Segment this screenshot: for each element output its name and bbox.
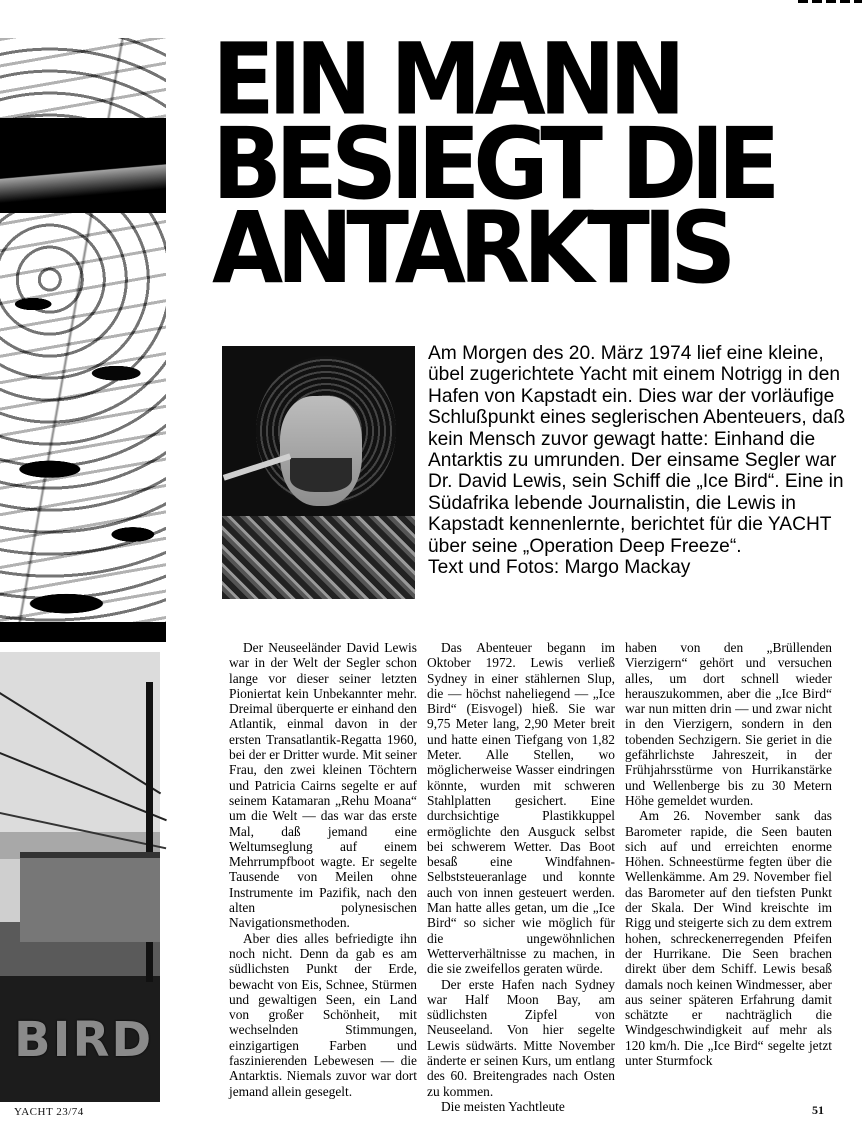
paragraph: Die meisten Yachtleute	[441, 1098, 565, 1114]
paragraph: haben von den „Brüllenden Vierzigern“ gehört und versuchen alles, um dort schnell wieder herauszukommen, aber die „Ice Bird“ war nun mitten drin — und zwar nicht in den Vierzigern, sondern in den tobenden Sechzigern. Sie geriet in die gefährlichste Jahreszeit, in der Frühjahrsstürme von Hurrikanstärke und Wellenberge bis zu 30 Metern Höhe gemeldet wurden.	[625, 640, 832, 808]
yacht-ice-bird-photo	[0, 652, 160, 1102]
antarctic-ice-photo	[0, 38, 166, 642]
photo-ice-floes	[0, 258, 166, 642]
photo-cabin	[20, 852, 160, 942]
body-column-2	[427, 640, 615, 1114]
photo-boat-name: BIRD	[14, 1012, 154, 1068]
headline-line: EIN MANN	[212, 21, 679, 138]
lead-paragraph	[428, 343, 858, 578]
paragraph: Der Neuseeländer David Lewis war in der Welt der Segler schon lange vor dieser seiner letzten Pioniertat kein Unbekannter mehr. Dreimal überquerte er einhand den Atlantik, einmal davon in der ersten Transatlantik-Regatta 1960, bei der er Dritter wurde. Mit seiner Frau, den zwei kleinen Töchtern und Patricia Cairns segelte er auf seinem Katamaran „Rehu Moana“ um die Welt — das war das erste Mal, daß jemand eine Weltumseglung auf einem Mehrrumpfboot wagte. Er segelte Tausende von Meilen ohne Instrumente im Pazifik, nach den alten polynesischen Navigationsmethoden.	[229, 640, 417, 931]
paragraph: Am 26. November sank das Barometer rapide, die Seen bauten sich auf und erreichten enorme Höhen. Schneestürme fegten über die Wellenkämme. Am 29. November fiel das Barometer auf den tiefsten Punkt der Skala. Der Wind kreischte im Rigg und steigerte sich zu dem extrem hohen, schreckenerregenden Pfeifen der Hurrikane. Die Seen brachen direkt über dem Schiff. Lewis besaß damals noch keinen Windmesser, aber aus seiner späteren Erfahrung damit schätzte er nachträglich die Windgeschwindigkeit auf mehr als 120 km/h. Die „Ice Bird“ segelte jetzt unter Sturmfock	[625, 808, 832, 1069]
byline-credit: Text und Fotos: Margo Mackay	[428, 557, 691, 579]
photo-rigging-line	[0, 692, 161, 794]
photo-rigging-line	[0, 752, 167, 821]
top-rule	[798, 0, 862, 3]
headline	[212, 21, 852, 306]
footer-issue: YACHT 23/74	[14, 1106, 84, 1118]
photo-bottom-edge	[0, 622, 166, 642]
paragraph: Aber dies alles befriedigte ihn noch nicht. Denn da gab es am südlichsten Punkt der Erde, bewacht von Eis, Schnee, Stürmen und gewaltigen Seen, ein Land von großer Schönheit, mit wechselnden Stimmungen, einzigartigen Farben und faszinierenden Lebewesen — die Antarktis. Niemals zuvor war dort jemand allein gesegelt.	[229, 930, 417, 1099]
body-column-1	[229, 640, 417, 1099]
paragraph: Der erste Hafen nach Sydney war Half Moon Bay, am südlichsten Zipfel von Neuseeland. Von hier segelte Lewis südwärts. Mitte November änderte er seinen Kurs, um entlang des 60. Breitengrades nach Osten zu kommen.	[427, 976, 615, 1099]
body-column-3	[625, 640, 832, 1068]
page-number: 51	[812, 1103, 824, 1117]
photo-rigging-line	[0, 812, 166, 849]
headline-line: BESIEGT DIE	[212, 106, 774, 222]
photo-horizon-band	[0, 118, 166, 213]
portrait-david-lewis-photo	[222, 346, 415, 599]
lead-text: Am Morgen des 20. März 1974 lief eine kleine, übel zugerichtete Yacht mit einem Notrigg in den Hafen von Kapstadt ein. Dies war der vorläufige Schlußpunkt eines seglerischen Abenteuers, daß kein Mensch zuvor gewagt hatte: Einhand die Antarktis zu umrunden. Der einsame Segler war Dr. David Lewis, sein Schiff die „Ice Bird“. Eine in Südafrika lebende Journalistin, die Lewis in Kapstadt kennenlernte, berichtet für die YACHT über seine „Operation Deep Freeze“.	[428, 343, 846, 557]
portrait-beard	[290, 458, 352, 492]
portrait-shirt	[222, 516, 415, 599]
paragraph: Das Abenteuer begann im Oktober 1972. Lewis verließ Sydney in einer stählernen Slup, die — höchst naheliegend — „Ice Bird“ (Eisvogel) hieß. Sie war 9,75 Meter lang, 2,90 Meter breit und hatte einen Tiefgang von 1,82 Meter. Alle Stellen, wo möglicherweise Wasser eindringen könnte, wurden mit schweren Stahlplatten gesichert. Eine durchsichtige Plastikkuppel ermöglichte den Ausguck selbst bei schwerem Wetter. Das Boot besaß eine Windfahnen-Selbststeueranlage und konnte auch von innen gesteuert werden. Man hatte alles getan, um die „Ice Bird“ so sicher wie möglich für die ungewöhnlichen Wetterverhältnisse zu machen, in die sie zweifellos geraten würde.	[427, 640, 615, 977]
headline-line: ANTARKTIS	[212, 190, 730, 306]
